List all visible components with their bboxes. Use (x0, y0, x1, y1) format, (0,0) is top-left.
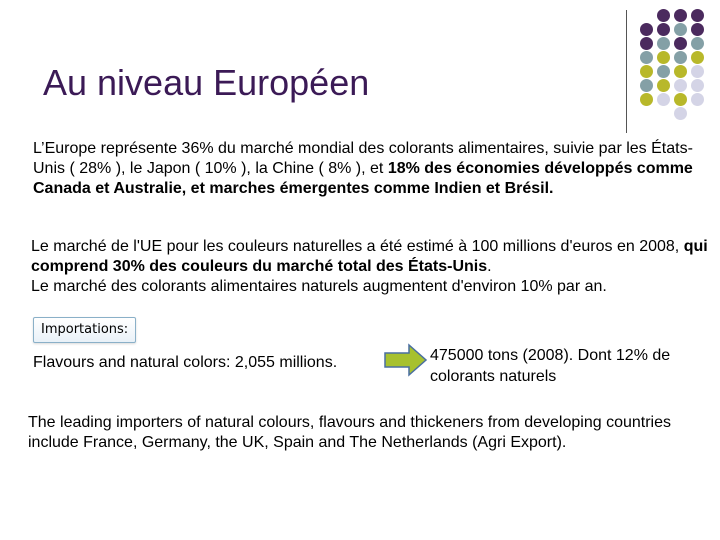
decorative-dot (691, 51, 704, 64)
decorative-dot (657, 37, 670, 50)
decorative-dot-grid (640, 9, 716, 113)
decorative-dot (691, 65, 704, 78)
paragraph-eu-market-text: Le marché de l'UE pour les couleurs naturelles a été estimé à 100 millions d'euros en 2008, (31, 238, 684, 255)
decorative-dot (691, 9, 704, 22)
decorative-dot (640, 23, 653, 36)
decorative-dot (657, 23, 670, 36)
slide-title: Au niveau Européen (43, 62, 370, 103)
paragraph-market-share-text: L’Europe représente 36% du marché mondial des colorants alimentaires, suivie par les États-Unis ( 28% ), le Japon ( 10% ), la Chine ( 8% ), et (33, 140, 693, 177)
decorative-dot (640, 65, 653, 78)
tonnage-text: 475000 tons (2008). Dont 12% de colorants naturels (430, 347, 671, 385)
decorative-dot (657, 51, 670, 64)
decorative-dot (674, 79, 687, 92)
decorative-dot (657, 93, 670, 106)
decorative-dot (657, 9, 670, 22)
decorative-dot (691, 37, 704, 50)
decorative-dot (691, 93, 704, 106)
decorative-dot (640, 79, 653, 92)
decorative-dot (674, 51, 687, 64)
paragraph-eu-market-period: . (487, 258, 492, 275)
decorative-dot (674, 107, 687, 120)
decorative-dot (657, 79, 670, 92)
paragraph-market-share (33, 139, 713, 199)
decorative-dot (640, 37, 653, 50)
paragraph-eu-market-growth: Le marché des colorants alimentaires naturels augmentent d'environ 10% par an. (31, 278, 607, 295)
decorative-divider-line (626, 10, 627, 133)
decorative-dot (691, 23, 704, 36)
paragraph-leading-importers: The leading importers of natural colours, flavours and thickeners from developing countries include France, Germany, the UK, Spain and The Netherlands (Agri Export). (28, 414, 671, 451)
decorative-dot (674, 9, 687, 22)
decorative-dot (657, 65, 670, 78)
paragraph-market-share-bold: 18% des économies développés comme Canada et Australie, et marches émergentes comme Indien et Brésil. (33, 160, 693, 197)
paragraph-eu-market-bold: qui comprend 30% des couleurs du marché total des États-Unis (31, 238, 708, 275)
flavours-imports-text: Flavours and natural colors: 2,055 millions. (33, 354, 338, 371)
right-arrow-icon (384, 343, 428, 377)
decorative-dot (640, 51, 653, 64)
decorative-dot (691, 79, 704, 92)
decorative-dot (674, 65, 687, 78)
decorative-dot (674, 23, 687, 36)
decorative-dot (640, 93, 653, 106)
decorative-dot (674, 37, 687, 50)
paragraph-eu-market (31, 237, 711, 297)
decorative-dot (674, 93, 687, 106)
importations-label: Importations: (33, 317, 136, 343)
